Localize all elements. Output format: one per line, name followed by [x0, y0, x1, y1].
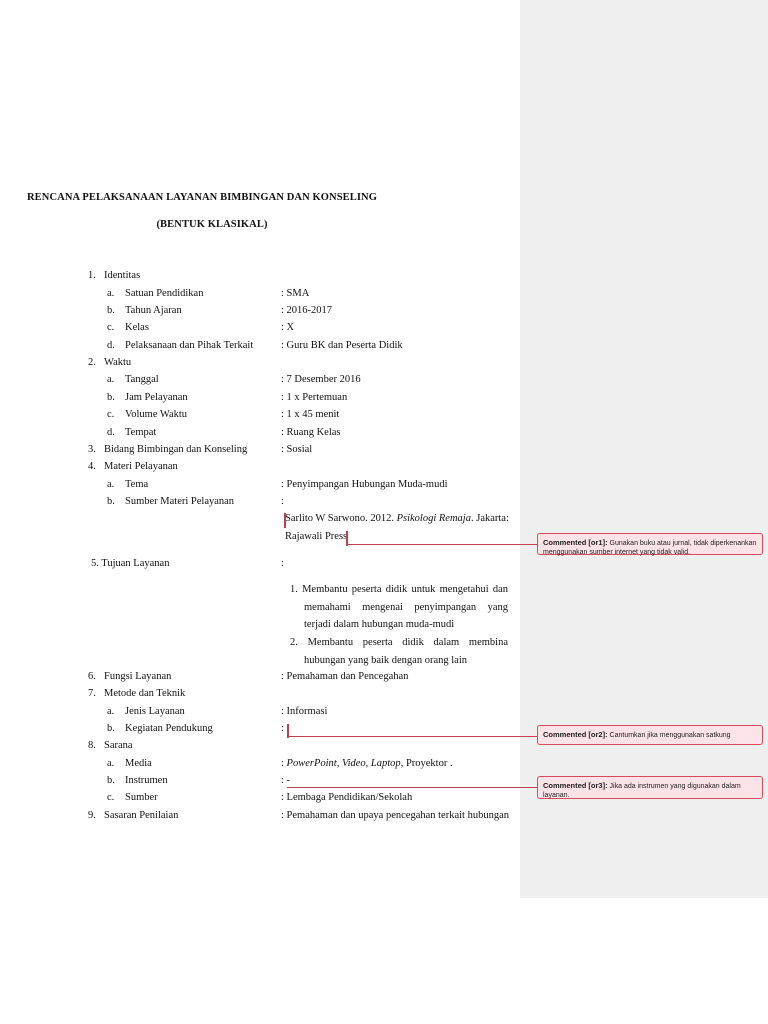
comment-leader-3 — [287, 787, 514, 788]
goal-1-line-2: memahami mengenai penyimpangan yang — [304, 602, 508, 613]
document-title: RENCANA PELAKSANAAN LAYANAN BIMBINGAN DAN KONSELING — [27, 192, 377, 203]
comment-connector-2 — [514, 736, 538, 737]
comment-anchor-1[interactable] — [284, 513, 286, 528]
comment-balloon-2[interactable]: Commented [or2]: Cantumkan jika menggunakan satkung — [537, 725, 763, 745]
comment-leader-1 — [346, 544, 514, 545]
document-page: RENCANA PELAKSANAAN LAYANAN BIMBINGAN DAN KONSELING (BENTUK KLASIKAL) 1. Identitas a. Satuan Pendidikan : SMA b. Tahun Ajaran : 2016-2017 c. Kelas : X d. Pelaksanaan dan Pihak Terkait : Guru BK dan Peserta Didik 2. Waktu a. Tanggal : 7 Desember 2016 b. Jam Pelayanan : 1 x Pertemuan c. Volume Waktu : 1 x 45 menit d. Tempat : Ruang Kelas 3. Bidang Bimbingan dan Konseling : Sosial 4. Materi Pelayanan a. Tema : Penyimpangan Hubungan Muda-mudi b. Sumber Materi Pelayanan : Sarlito W Sarwono. 2012. Psikologi Remaja. Jakarta: Rajawali Press 5. Tujuan Layanan : 1. Membantu peserta didik untuk mengetahui dan memahami mengenai penyimpangan yang terjadi dalam hubungan muda-mudi 2. Membantu peserta didik dalam membina hubungan yang baik dengan orang lain 6. Fungsi Layanan : Pemahaman dan Pencegahan 7. Metode dan Teknik a. Jenis Layanan : Informasi b. Kegiatan Pendukung : 8. Sarana a. Media : PowerPoint, Video, Laptop, Proyektor . b. Instrumen : - c. Sumber : Lembaga Pendidikan/Sekolah 9. Sasaran Penilaian : Pemahaman dan upaya pencegahan terkait hubungan — [0, 0, 520, 1024]
comment-balloon-3[interactable]: Commented [or3]: Jika ada instrumen yang digunakan dalam layanan. — [537, 776, 763, 799]
comment-connector-3 — [514, 787, 538, 788]
goal-2-line-1: 2. Membantu peserta didik dalam membina — [290, 637, 508, 648]
reference-line-1: Sarlito W Sarwono. 2012. Psikologi Remaja. Jakarta: — [285, 513, 509, 524]
goal-list — [290, 582, 508, 669]
comment-leader-2 — [287, 736, 514, 737]
comments-margin-pane — [520, 0, 768, 898]
goal-1-line-3: terjadi dalam hubungan muda-mudi — [304, 619, 455, 630]
document-subtitle: (BENTUK KLASIKAL) — [156, 219, 268, 230]
reference-line-2: Rajawali Press — [285, 531, 348, 542]
goal-2-line-2: hubungan yang baik dengan orang lain — [304, 655, 467, 666]
page-bottom-area — [0, 898, 768, 1024]
comment-balloon-1[interactable]: Commented [or1]: Gunakan buku atau jurnal, tidak diperkenankan menggunakan sumber internet yang tidak valid. — [537, 533, 763, 555]
comment-connector-1 — [514, 544, 538, 545]
goal-1-line-1: 1. Membantu peserta didik untuk mengetahui dan — [290, 584, 508, 595]
